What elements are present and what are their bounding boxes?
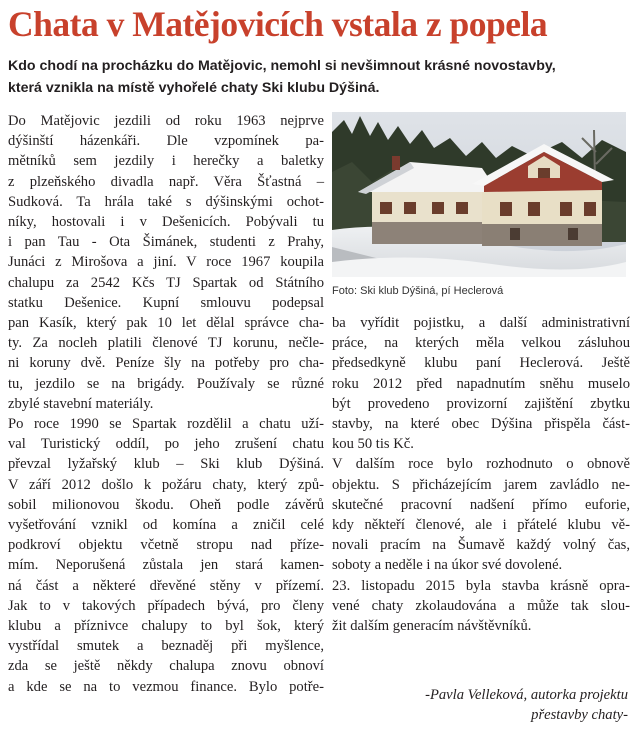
text-line: statku Dešenice. Kupní smlouvu podepsal: [8, 294, 324, 311]
left-column: [8, 111, 324, 697]
text-line: skutečné pracovní nadšení přímo euforie,: [332, 496, 630, 513]
text-line: Po roce 1990 se Spartak rozdělil a chatu uží-: [8, 416, 324, 433]
text-line: dýšinští házenkáři. Dle vzpomínek pa-: [8, 133, 324, 150]
text-line: zbylé stavební materiály.: [8, 395, 154, 412]
text-line: 23. listopadu 2015 byla stavba krásně opra-: [332, 577, 630, 594]
text-line: i pan Tau - Ota Šimánek, studenti z Prahy,: [8, 234, 324, 251]
text-line: vyšetřování vznikl od komína a zničil celé: [8, 517, 324, 534]
text-line: klubu a příznivce chalupy to byl šok, který: [8, 618, 324, 635]
text-line: zda se ještě někdy chalupa znovu obnoví: [8, 658, 324, 675]
text-line: ba vyřídit pojistku, a další administrativní: [332, 315, 630, 331]
article-title: Chata v Matějovicích vstala z popela: [8, 4, 548, 44]
text-line: ty. Za nocleh platili členové TJ korunu, nečle-: [8, 335, 324, 352]
text-line: kdy někteří členové, ale i přátelé klubu vě-: [332, 517, 630, 534]
signature-line: přestavby chaty-: [531, 707, 628, 724]
text-line: stavby, na které obec Dýšina přispěla část-: [332, 416, 630, 433]
text-line: Sudková. Ta hrála také s dýšinskými ochot-: [8, 193, 324, 210]
text-line: Do Matějovic jezdili od roku 1963 nejprve: [8, 113, 324, 129]
chalet-photo: [332, 112, 626, 277]
text-line: mětníků sem jezdily i herečky a baletky: [8, 153, 324, 170]
text-line: ni koruny dvě. Peníze šly na potřeby pro cha-: [8, 355, 324, 372]
text-line: být provedeno provizorní zajištění zbytku: [332, 395, 630, 412]
text-line: Junáci z Mirošova a jiní. V roce 1967 koupila: [8, 254, 324, 271]
text-line: převzal lyžařský klub – Ski klub Dýšiná.: [8, 456, 324, 473]
text-line: val Turistický oddíl, po jeho zrušení chatu: [8, 436, 324, 453]
text-line: Jak to v takových případech bývá, pro členy: [8, 597, 324, 614]
text-line: soboty a neděle i na úkor své dovolené.: [332, 557, 563, 574]
text-line: objektu. S přicházejícím jarem zavládlo ne-: [332, 476, 630, 493]
text-line: níky, hostovali i v Dešenicích. Pobývali tu: [8, 214, 324, 231]
text-line: chalupu za 2542 Kčs TJ Spartak od Státního: [8, 274, 324, 291]
text-line: a kde se na to vezmou finance. Bylo potře-: [8, 678, 324, 695]
text-line: V dalším roce bylo rozhodnuto o obnově: [332, 456, 630, 473]
right-column: [332, 313, 630, 636]
text-line: žit dalším generacím návštěvníků.: [332, 618, 532, 635]
article-lead: [8, 55, 633, 99]
text-line: práce, na kterých měla velkou zásluhou: [332, 335, 630, 352]
text-line: novali pracím na Šumavě každý volný čas,: [332, 537, 630, 554]
author-signature: [328, 685, 628, 726]
lead-line: která vznikla na místě vyhořelé chaty Ski klubu Dýšiná.: [8, 80, 380, 96]
signature-line: -Pavla Velleková, autorka projektu: [425, 687, 628, 703]
photo-caption: Foto: Ski klub Dýšiná, pí Heclerová: [332, 285, 504, 297]
text-line: pan Kasík, který pak 10 let dělal správce cha-: [8, 315, 324, 332]
text-line: podkroví objektu včetně stropu nad přízе-: [8, 537, 324, 554]
text-line: předsedkyně klubu paní Heclerová. Ještě: [332, 355, 630, 372]
text-line: ná část a některé dřevěné stěny v přízemí.: [8, 577, 324, 594]
text-line: tu, jezdilo se na brigády. Používaly se různé: [8, 375, 324, 392]
lead-line: Kdo chodí na procházku do Matějovic, nemohl si nevšimnout krásné novostavby,: [8, 58, 556, 74]
text-line: z plzeňského divadla např. Věra Šťastná –: [8, 173, 324, 190]
text-line: V září 2012 došlo k požáru chaty, který způ-: [8, 476, 324, 493]
text-line: vystřídal smutek a beznaděj při myšlence,: [8, 638, 324, 655]
text-line: vené chaty zkolaudována a může tak slou-: [332, 597, 630, 614]
text-line: sobil milionovou škodu. Oheň podle závěrů: [8, 496, 324, 513]
text-line: mím. Neporušená zůstala jen stará kamen-: [8, 557, 324, 574]
text-line: kou 50 tis Kč.: [332, 436, 414, 453]
text-line: roku 2012 před napadnutím sněhu muselo: [332, 375, 630, 392]
